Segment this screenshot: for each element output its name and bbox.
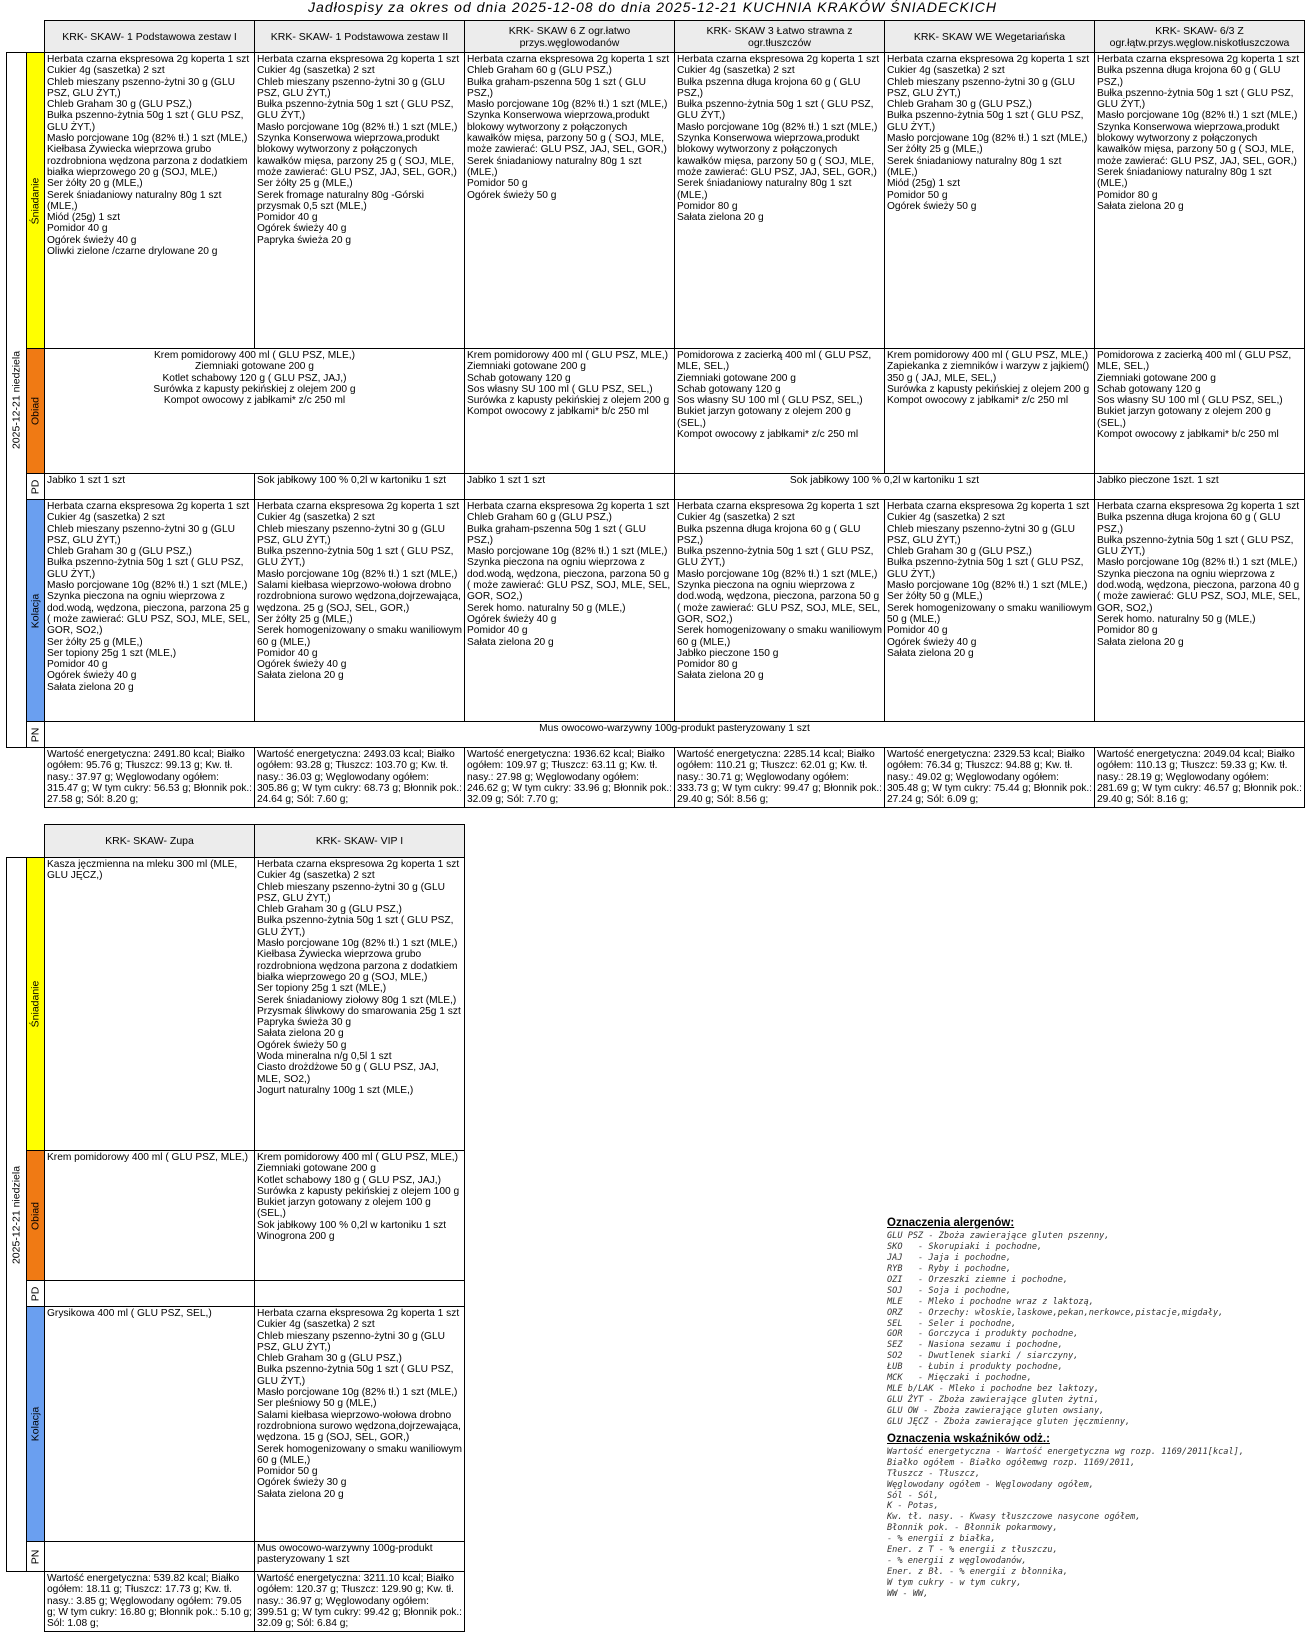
page-title: Jadłospisy za okres od dnia 2025-12-08 do dnia 2025-12-21 KUCHNIA KRAKÓW ŚNIADECKICH	[308, 0, 997, 15]
meal-label-kolacja: Kolacja	[27, 500, 45, 722]
meal-label-kolacja: Kolacja	[27, 1307, 45, 1542]
day-label: 2025-12-21 niedziela	[9, 350, 22, 450]
meal-label-pn: PN	[27, 722, 45, 748]
menu-cell: Herbata czarna ekspresowa 2g koperta 1 szt Bułka pszenna długa krojona 60 g ( GLU PSZ,) Bułka pszenno-żytnia 50g 1 szt ( GLU PSZ, GLU ŻYT,) Masło porcjowane 10g (82% tł.) 1 szt (MLE,) Szynka pieczona na ogniu wieprzowa z dod.wodą, wędzona, pieczona, parzona 40 g ( może zawierać: GLU PSZ, SOJ, MLE, SEL, GOR, SO2,) Serek homo. naturalny 50 g (MLE,) Pomidor 80 g Sałata zielona 20 g	[1095, 500, 1305, 722]
nutrition-cell: Wartość energetyczna: 2285.14 kcal; Białko ogółem: 110.21 g; Tłuszcz: 62.01 g; Kw. tł. nasy.: 30.71 g; Węglowodany ogółem: 333.73 g; W tym cukry: 99.47 g; Błonnik pok.: 29.40 g; Sól: 8.56 g;	[675, 748, 885, 808]
meal-label-pd: PD	[27, 1281, 45, 1307]
allergens-title: Oznaczenia alergenów:	[887, 1217, 1015, 1229]
day-label-cell	[7, 858, 27, 1572]
meal-label-obiad: Obiad	[27, 349, 45, 474]
column-header: KRK- SKAW- 6/3 Z ogr.łątw.przys.węglow.niskotłuszczowa	[1095, 21, 1305, 53]
menu-cell: Mus owocowo-warzywny 100g-produkt pasteryzowany 1 szt	[255, 1542, 465, 1572]
menu-cell: Pomidorowa z zacierką 400 ml ( GLU PSZ, MLE, SEL,) Ziemniaki gotowane 200 g Schab gotowany 120 g Sos własny SU 100 ml ( GLU PSZ, SEL,) Bukiet jarzyn gotowany z olejem 200 g (SEL,) Kompot owocowy z jabłkami* z/c 250 ml	[675, 349, 885, 474]
menu-cell: Herbata czarna ekspresowa 2g koperta 1 szt Cukier 4g (saszetka) 2 szt Bułka pszenna długa krojona 60 g ( GLU PSZ,) Bułka pszenno-żytnia 50g 1 szt ( GLU PSZ, GLU ŻYT,) Masło porcjowane 10g (82% tł.) 1 szt (MLE,) Szynka pieczona na ogniu wieprzowa z dod.wodą, wędzona, pieczona, parzona 50 g ( może zawierać: GLU PSZ, SOJ, MLE, SEL, GOR, SO2,) Serek homogenizowany o smaku waniliowym 60 g (MLE,) Jabłko pieczone 150 g Pomidor 80 g Sałata zielona 20 g	[675, 500, 885, 722]
menu-cell	[45, 1542, 255, 1572]
nutrition-cell: Wartość energetyczna: 539.82 kcal; Białko ogółem: 18.11 g; Tłuszcz: 17.73 g; Kw. tł. nasy.: 3.85 g; Węglowodany ogółem: 79.05 g; W tym cukry: 16.80 g; Błonnik pok.: 5.10 g; Sól: 1.08 g;	[45, 1572, 255, 1632]
menu-cell: Krem pomidorowy 400 ml ( GLU PSZ, MLE,) Ziemniaki gotowane 200 g Kotlet schabowy 120 g ( GLU PSZ, JAJ,) Surówka z kapusty pekińskiej z olejem 200 g Kompot owocowy z jabłkami* z/c 250 ml	[45, 349, 465, 474]
meal-label-obiad: Obiad	[27, 1151, 45, 1281]
menu-cell: Herbata czarna ekspresowa 2g koperta 1 szt Cukier 4g (saszetka) 2 szt Bułka pszenna długa krojona 60 g ( GLU PSZ,) Bułka pszenno-żytnia 50g 1 szt ( GLU PSZ, GLU ŻYT,) Masło porcjowane 10g (82% tł.) 1 szt (MLE,) Szynka Konserwowa wieprzowa,produkt blokowy wytworzony z połączonych kawałków mięsa, parzony 50 g ( SOJ, MLE, może zawierać: GLU PSZ, JAJ, SEL, GOR,) Serek śniadaniowy naturalny 80g 1 szt (MLE,) Pomidor 80 g Sałata zielona 20 g	[675, 53, 885, 349]
nutrition-cell: Wartość energetyczna: 2329.53 kcal; Białko ogółem: 76.34 g; Tłuszcz: 94.88 g; Kw. tł. nasy.: 49.02 g; Węglowodany ogółem: 305.48 g; W tym cukry: 75.44 g; Błonnik pok.: 27.24 g; Sól: 6.09 g;	[885, 748, 1095, 808]
day-label: 2025-12-21 niedziela	[9, 1165, 22, 1264]
menu-cell: Pomidorowa z zacierką 400 ml ( GLU PSZ, MLE, SEL,) Ziemniaki gotowane 200 g Schab gotowany 120 g Sos własny SU 100 ml ( GLU PSZ, SEL,) Bukiet jarzyn gotowany z olejem 200 g (SEL,) Kompot owocowy z jabłkami* b/c 250 ml	[1095, 349, 1305, 474]
menu-cell: Herbata czarna ekspresowa 2g koperta 1 szt Cukier 4g (saszetka) 2 szt Chleb mieszany pszenno-żytni 30 g (GLU PSZ, GLU ŻYT,) Chleb Graham 30 g (GLU PSZ,) Bułka pszenno-żytnia 50g 1 szt ( GLU PSZ, GLU ŻYT,) Masło porcjowane 10g (82% tł.) 1 szt (MLE,) Ser pleśniowy 50 g (MLE,) Salami kiełbasa wieprzowo-wołowa drobno rozdrobniona surowo wędzona,dojrzewająca, wędzona. 15 g (SOJ, SEL, GOR,) Serek homogenizowany o smaku waniliowym 60 g (MLE,) Pomidor 50 g Ogórek świeży 30 g Sałata zielona 20 g	[255, 1307, 465, 1542]
menu-cell: Herbata czarna ekspresowa 2g koperta 1 szt Bułka pszenna długa krojona 60 g ( GLU PSZ,) Bułka pszenno-żytnia 50g 1 szt ( GLU PSZ, GLU ŻYT,) Masło porcjowane 10g (82% tł.) 1 szt (MLE,) Szynka Konserwowa wieprzowa,produkt blokowy wytworzony z połączonych kawałków mięsa, parzony 50 g ( SOJ, MLE, może zawierać: GLU PSZ, JAJ, SEL, GOR,) Serek śniadaniowy naturalny 80g 1 szt (MLE,) Pomidor 80 g Sałata zielona 20 g	[1095, 53, 1305, 349]
menu-cell: Herbata czarna ekspresowa 2g koperta 1 szt Cukier 4g (saszetka) 2 szt Chleb mieszany pszenno-żytni 30 g (GLU PSZ, GLU ŻYT,) Chleb Graham 30 g (GLU PSZ,) Bułka pszenno-żytnia 50g 1 szt ( GLU PSZ, GLU ŻYT,) Masło porcjowane 10g (82% tł.) 1 szt (MLE,) Kiełbasa Żywiecka wieprzowa grubo rozdrobniona wędzona parzona z dodatkiem białka wieprzowego 20 g (SOJ, MLE,) Ser żółty 20 g (MLE,) Serek śniadaniowy naturalny 80g 1 szt (MLE,) Miód (25g) 1 szt Pomidor 40 g Ogórek świeży 40 g Oliwki zielone /czarne drylowane 20 g	[45, 53, 255, 349]
nutrition-cell: Wartość energetyczna: 2493.03 kcal; Białko ogółem: 93.28 g; Tłuszcz: 103.70 g; Kw. tł. nasy.: 36.03 g; Węglowodany ogółem: 305.86 g; W tym cukry: 68.73 g; Błonnik pok.: 24.64 g; Sól: 7.60 g;	[255, 748, 465, 808]
column-header: KRK- SKAW 3 Łatwo strawna z ogr.tłuszczów	[675, 21, 885, 53]
column-header: KRK- SKAW- 1 Podstawowa zestaw I	[45, 21, 255, 53]
menu-cell: Herbata czarna ekspresowa 2g koperta 1 szt Chleb Graham 60 g (GLU PSZ,) Bułka graham-pszenna 50g 1 szt ( GLU PSZ,) Masło porcjowane 10g (82% tł.) 1 szt (MLE,) Szynka pieczona na ogniu wieprzowa z dod.wodą, wędzona, pieczona, parzona 50 g ( może zawierać: GLU PSZ, SOJ, MLE, SEL, GOR, SO2,) Serek homo. naturalny 50 g (MLE,) Ogórek świeży 40 g Pomidor 40 g Sałata zielona 20 g	[465, 500, 675, 722]
column-header: KRK- SKAW- VIP I	[255, 825, 465, 858]
menu-cell: Jabłko pieczone 1szt. 1 szt	[1095, 474, 1305, 500]
menu-table-1	[6, 20, 1305, 808]
allergens-list: GLU PSZ - Zboża zawierające gluten pszenny, SKO - Skorupiaki i pochodne, JAJ - Jaja i pochodne, RYB - Ryby i pochodne, OZI - Orzeszki ziemne i pochodne, SOJ - Soja i pochodne, MLE - Mleko i pochodne wraz z laktozą, ORZ - Orzechy: włoskie,laskowe,pekan,nerkowce,pistacje,migdały, SEL - Seler i pochodne, GOR - Gorczyca i produkty pochodne, SEZ - Nasiona sezamu i pochodne, SO2 - Dwutlenek siarki / siarczyny, ŁUB - Łubin i produkty pochodne, MCK - Mięczaki i pochodne, MLE b/LAK - Mleko i pochodne bez laktozy, GLU ŻYT - Zboża zawierające gluten żytni, GLU OW - Zboża zawierające gluten owsiany, GLU JĘCZ - Zboża zawierające gluten jęczmienny,	[887, 1231, 1224, 1427]
menu-cell: Krem pomidorowy 400 ml ( GLU PSZ, MLE,) Ziemniaki gotowane 200 g Kotlet schabowy 180 g ( GLU PSZ, JAJ,) Surówka z kapusty pekińskiej z olejem 100 g Bukiet jarzyn gotowany z olejem 100 g (SEL,) Sok jabłkowy 100 % 0,2l w kartoniku 1 szt Winogrona 200 g	[255, 1151, 465, 1281]
menu-cell	[45, 1281, 255, 1307]
indicators-list: Wartość energetyczna - Wartość energetyczna wg rozp. 1169/2011[kcal], Białko ogółem - Białko ogółemwg rozp. 1169/2011, Tłuszcz - Tłuszcz, Węglowodany ogółem - Węglowodany ogółem, Sól - Sól, K - Potas, Kw. tł. nasy. - Kwasy tłuszczowe nasycone ogółem, Błonnik pok. - Błonnik pokarmowy, - % energii z białka, Ener. z T - % energii z tłuszczu, - % energii z węglowodanów, Ener. z Bł. - % energii z błonnika, W tym cukry - w tym cukry, WW - WW,	[887, 1446, 1244, 1599]
nutrition-cell: Wartość energetyczna: 3211.10 kcal; Białko ogółem: 120.37 g; Tłuszcz: 129.90 g; Kw. tł. nasy.: 36.97 g; Węglowodany ogółem: 399.51 g; W tym cukry: 99.42 g; Błonnik pok.: 32.09 g; Sól: 6.84 g;	[255, 1572, 465, 1632]
nutrition-cell: Wartość energetyczna: 2049.04 kcal; Białko ogółem: 110.13 g; Tłuszcz: 59.33 g; Kw. tł. nasy.: 28.19 g; Węglowodany ogółem: 281.69 g; W tym cukry: 46.57 g; Błonnik pok.: 29.40 g; Sól: 8.16 g;	[1095, 748, 1305, 808]
menu-cell: Herbata czarna ekspresowa 2g koperta 1 szt Cukier 4g (saszetka) 2 szt Chleb mieszany pszenno-żytni 30 g (GLU PSZ, GLU ŻYT,) Bułka pszenno-żytnia 50g 1 szt ( GLU PSZ, GLU ŻYT,) Masło porcjowane 10g (82% tł.) 1 szt (MLE,) Szynka Konserwowa wieprzowa,produkt blokowy wytworzony z połączonych kawałków mięsa, parzony 25 g ( SOJ, MLE, może zawierać: GLU PSZ, JAJ, SEL, GOR,) Ser żółty 25 g (MLE,) Serek fromage naturalny 80g -Górski przysmak 0,5 szt (MLE,) Pomidor 40 g Ogórek świeży 40 g Papryka świeża 20 g	[255, 53, 465, 349]
menu-cell: Herbata czarna ekspresowa 2g koperta 1 szt Cukier 4g (saszetka) 2 szt Chleb mieszany pszenno-żytni 30 g (GLU PSZ, GLU ŻYT,) Chleb Graham 30 g (GLU PSZ,) Bułka pszenno-żytnia 50g 1 szt ( GLU PSZ, GLU ŻYT,) Masło porcjowane 10g (82% tł.) 1 szt (MLE,) Ser żółty 50 g (MLE,) Serek homogenizowany o smaku waniliowym 50 g (MLE,) Pomidor 40 g Ogórek świeży 40 g Sałata zielona 20 g	[885, 500, 1095, 722]
column-header: KRK- SKAW- 1 Podstawowa zestaw II	[255, 21, 465, 53]
menu-cell: Mus owocowo-warzywny 100g-produkt pasteryzowany 1 szt	[45, 722, 1305, 748]
menu-cell: Sok jabłkowy 100 % 0,2l w kartoniku 1 szt	[675, 474, 1095, 500]
menu-cell: Sok jabłkowy 100 % 0,2l w kartoniku 1 szt	[255, 474, 465, 500]
nutrition-cell: Wartość energetyczna: 2491.80 kcal; Białko ogółem: 95.76 g; Tłuszcz: 99.13 g; Kw. tł. nasy.: 37.97 g; Węglowodany ogółem: 315.47 g; W tym cukry: 56.53 g; Błonnik pok.: 27.58 g; Sól: 8.20 g;	[45, 748, 255, 808]
menu-cell: Herbata czarna ekspresowa 2g koperta 1 szt Cukier 4g (saszetka) 2 szt Chleb mieszany pszenno-żytni 30 g (GLU PSZ, GLU ŻYT,) Chleb Graham 30 g (GLU PSZ,) Bułka pszenno-żytnia 50g 1 szt ( GLU PSZ, GLU ŻYT,) Masło porcjowane 10g (82% tł.) 1 szt (MLE,) Kiełbasa Żywiecka wieprzowa grubo rozdrobniona wędzona parzona z dodatkiem białka wieprzowego 20 g (SOJ, MLE,) Ser topiony 25g 1 szt (MLE,) Serek śniadaniowy ziołowy 80g 1 szt (MLE,) Przysmak śliwkowy do smarowania 25g 1 szt Papryka świeża 30 g Sałata zielona 20 g Ogórek świeży 50 g Woda mineralna n/g 0,5l 1 szt Ciasto drożdżowe 50 g ( GLU PSZ, JAJ, MLE, SO2,) Jogurt naturalny 100g 1 szt (MLE,)	[255, 858, 465, 1151]
menu-cell: Jabłko 1 szt 1 szt	[45, 474, 255, 500]
day-label-cell	[7, 53, 27, 748]
menu-cell: Herbata czarna ekspresowa 2g koperta 1 szt Chleb Graham 60 g (GLU PSZ,) Bułka graham-pszenna 50g 1 szt ( GLU PSZ,) Masło porcjowane 10g (82% tł.) 1 szt (MLE,) Szynka Konserwowa wieprzowa,produkt blokowy wytworzony z połączonych kawałków mięsa, parzony 50 g ( SOJ, MLE, może zawierać: GLU PSZ, JAJ, SEL, GOR,) Serek śniadaniowy naturalny 80g 1 szt (MLE,) Pomidor 50 g Ogórek świeży 50 g	[465, 53, 675, 349]
meal-label-pn: PN	[27, 1542, 45, 1572]
menu-cell: Kasza jęczmienna na mleku 300 ml (MLE, GLU JĘCZ,)	[45, 858, 255, 1151]
menu-cell	[255, 1281, 465, 1307]
meal-label-sniadanie: Śniadanie	[27, 858, 45, 1151]
menu-cell: Jabłko 1 szt 1 szt	[465, 474, 675, 500]
meal-label-sniadanie: Śniadanie	[27, 53, 45, 349]
column-header: KRK- SKAW 6 Z ogr.łatwo przys.węglowodanów	[465, 21, 675, 53]
menu-cell: Grysikowa 400 ml ( GLU PSZ, SEL,)	[45, 1307, 255, 1542]
menu-cell: Krem pomidorowy 400 ml ( GLU PSZ, MLE,) Ziemniaki gotowane 200 g Schab gotowany 120 g Sos własny SU 100 ml ( GLU PSZ, SEL,) Surówka z kapusty pekińskiej z olejem 200 g Kompot owocowy z jabłkami* b/c 250 ml	[465, 349, 675, 474]
menu-cell: Herbata czarna ekspresowa 2g koperta 1 szt Cukier 4g (saszetka) 2 szt Chleb mieszany pszenno-żytni 30 g (GLU PSZ, GLU ŻYT,) Chleb Graham 30 g (GLU PSZ,) Bułka pszenno-żytnia 50g 1 szt ( GLU PSZ, GLU ŻYT,) Masło porcjowane 10g (82% tł.) 1 szt (MLE,) Szynka pieczona na ogniu wieprzowa z dod.wodą, wędzona, pieczona, parzona 25 g ( może zawierać: GLU PSZ, SOJ, MLE, SEL, GOR, SO2,) Ser żółty 25 g (MLE,) Ser topiony 25g 1 szt (MLE,) Pomidor 40 g Ogórek świeży 40 g Sałata zielona 20 g	[45, 500, 255, 722]
column-header: KRK- SKAW- Zupa	[45, 825, 255, 858]
meal-label-pd: PD	[27, 474, 45, 500]
column-header: KRK- SKAW WE Wegetariańska	[885, 21, 1095, 53]
menu-cell: Krem pomidorowy 400 ml ( GLU PSZ, MLE,) Zapiekanka z ziemników i warzyw z jajkiem() 350 g ( JAJ, MLE, SEL,) Surówka z kapusty pekińskiej z olejem 200 g Kompot owocowy z jabłkami* z/c 250 ml	[885, 349, 1095, 474]
menu-cell: Herbata czarna ekspresowa 2g koperta 1 szt Cukier 4g (saszetka) 2 szt Chleb mieszany pszenno-żytni 30 g (GLU PSZ, GLU ŻYT,) Chleb Graham 30 g (GLU PSZ,) Bułka pszenno-żytnia 50g 1 szt ( GLU PSZ, GLU ŻYT,) Masło porcjowane 10g (82% tł.) 1 szt (MLE,) Ser żółty 25 g (MLE,) Serek śniadaniowy naturalny 80g 1 szt (MLE,) Miód (25g) 1 szt Pomidor 50 g Ogórek świeży 50 g	[885, 53, 1095, 349]
indicators-title: Oznaczenia wskaźników odż.:	[887, 1432, 1050, 1445]
menu-table-2	[6, 824, 465, 1632]
nutrition-cell: Wartość energetyczna: 1936.62 kcal; Białko ogółem: 109.97 g; Tłuszcz: 63.11 g; Kw. tł. nasy.: 27.98 g; Węglowodany ogółem: 246.62 g; W tym cukry: 33.96 g; Błonnik pok.: 32.09 g; Sól: 7.70 g;	[465, 748, 675, 808]
menu-cell: Herbata czarna ekspresowa 2g koperta 1 szt Cukier 4g (saszetka) 2 szt Chleb mieszany pszenno-żytni 30 g (GLU PSZ, GLU ŻYT,) Bułka pszenno-żytnia 50g 1 szt ( GLU PSZ, GLU ŻYT,) Masło porcjowane 10g (82% tł.) 1 szt (MLE,) Salami kiełbasa wieprzowo-wołowa drobno rozdrobniona surowo wędzona,dojrzewająca, wędzona. 25 g (SOJ, SEL, GOR,) Ser żółty 25 g (MLE,) Serek homogenizowany o smaku waniliowym 60 g (MLE,) Pomidor 40 g Ogórek świeży 40 g Sałata zielona 20 g	[255, 500, 465, 722]
legend	[887, 1218, 1297, 1600]
menu-cell: Krem pomidorowy 400 ml ( GLU PSZ, MLE,)	[45, 1151, 255, 1281]
